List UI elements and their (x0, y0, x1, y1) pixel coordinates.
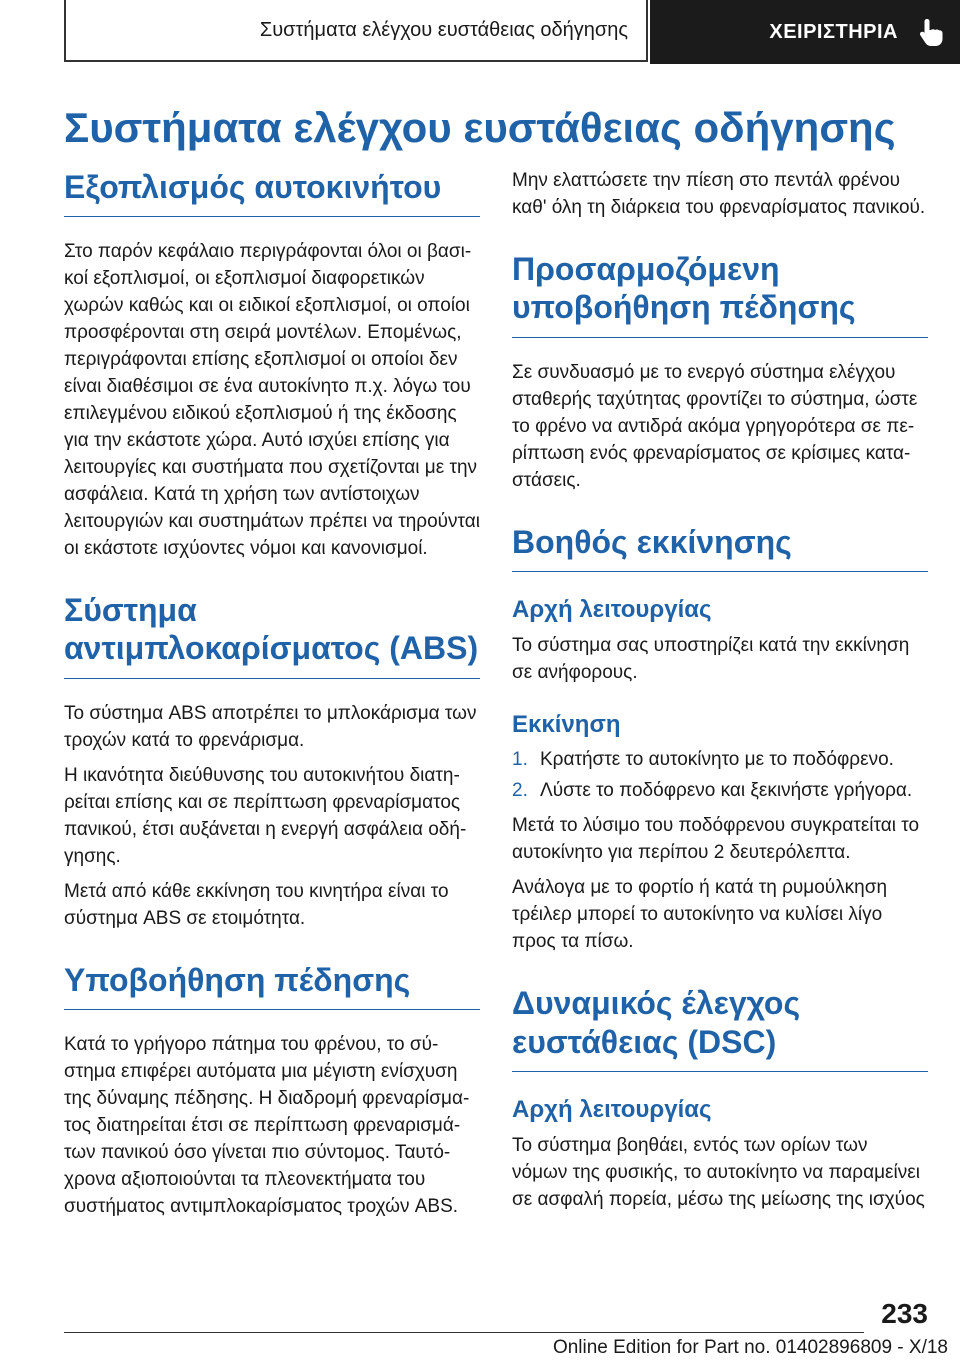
right-column (512, 168, 928, 1222)
left-column (64, 168, 480, 1229)
step-text: Κρατήστε το αυτοκίνητο με το ποδόφρενο. (540, 749, 894, 771)
footer-edition: Online Edition for Part no. 01402896809 - X/18 (552, 1337, 948, 1358)
hill-start-principle-paragraph: Το σύστημα σας υποστηρίζει κατά την εκκίνηση σε ανήφορους. (512, 634, 910, 683)
heading-adaptive-brake-assist: Προσαρμοζόμενη υποβοήθηση πέδησης (512, 250, 928, 338)
header-tab[interactable] (650, 0, 960, 64)
heading-equipment: Εξοπλισμός αυτοκινήτου (64, 168, 480, 217)
hand-pointer-icon (918, 17, 944, 47)
step-number: 2. (512, 780, 528, 802)
heading-dsc: Δυναμικός έλεγχος ευστάθειας (DSC) (512, 984, 928, 1072)
abs-paragraph-1: Το σύστημα ABS αποτρέπει το μπλοκάρισμα των τροχών κατά το φρενάρισμα. (64, 702, 477, 751)
page-title: Συστήματα ελέγχου ευστάθειας οδήγησης (64, 104, 896, 151)
abs-paragraph-2: Η ικανότητα διεύθυνσης του αυτοκινήτου διατηρείται επίσης και σε περίπτωση φρεναρίσματος πανικού, έτσι αυξάνεται η ενεργή ασφάλεια οδήγησης. (64, 764, 467, 867)
hill-start-paragraph-2: Μετά το λύσιμο του ποδόφρενου συγκρατείται το αυτοκίνητο για περίπου 2 δευτερόλεπτα. (512, 815, 920, 864)
start-steps-list (512, 747, 928, 805)
heading-brake-assist: Υποβοήθηση πέδησης (64, 961, 480, 1010)
abs-paragraph-3: Μετά από κάθε εκκίνηση του κινητήρα είναι το σύστημα ABS σε ετοιμότητα. (64, 880, 449, 929)
step-number: 1. (512, 749, 528, 771)
brake-assist-continued: Μην ελαττώσετε την πίεση στο πεντάλ φρένου καθ' όλη τη διάρκεια του φρεναρίσματος πανικού. (512, 170, 926, 218)
list-item (512, 747, 928, 774)
heading-abs: Σύστημα αντιμπλοκαρίσματος (ABS) (64, 591, 480, 679)
step-text: Λύστε το ποδόφρενο και ξεκινήστε γρήγορα. (540, 780, 913, 802)
heading-hill-start-assist: Βοηθός εκκίνησης (512, 523, 928, 572)
hill-start-paragraph-3: Ανάλογα με το φορτίο ή κατά τη ρυμούλκηση τρέιλερ μπορεί το αυτοκίνητο να κυλίσει λίγο προς τα πίσω. (512, 877, 888, 953)
dsc-paragraph: Το σύστημα βοηθάει, εντός των ορίων των νόμων της φυσικής, το αυτοκίνητο να παραμείνει σε ασφαλή πορεία, μέσω της μείωσης της ισχύος (512, 1134, 925, 1210)
subheading-principle-2: Αρχή λειτουργίας (512, 1096, 712, 1124)
subheading-start: Εκκίνηση (512, 710, 621, 738)
list-item (512, 778, 928, 805)
footer-divider (64, 1332, 864, 1333)
page-header (64, 0, 960, 66)
page-number: 233 (881, 1298, 928, 1329)
header-tab-label: ΧΕΙΡΙΣΤΗΡΙΑ (769, 20, 898, 43)
subheading-principle-1: Αρχή λειτουργίας (512, 595, 712, 623)
brake-assist-paragraph: Κατά το γρήγορο πάτημα του φρένου, το σύστημα επιφέρει αυτόματα μια μέγιστη ενίσχυση της δύναμης πέδησης. Η διαδρομή φρεναρίσματος διατηρείται έτσι σε περίπτωση φρεναρισμάτων πανικού όσο γίνεται πιο σύντομος. Ταυτόχρονα αξιοποιούνται τα πλεονεκτήματα του συστήματος αντιμπλοκαρίσματος τροχών ABS. (64, 1033, 470, 1217)
header-section-title: Συστήματα ελέγχου ευστάθειας οδήγησης (64, 0, 648, 62)
adaptive-brake-assist-paragraph: Σε συνδυασμό με το ενεργό σύστημα ελέγχου σταθερής ταχύτητας φροντίζει το σύστημα, ώστε το φρένο να αντιδρά ακόμα γρηγορότερα σε περίπτωση ενός φρεναρίσματος σε κρίσιμες καταστάσεις. (512, 361, 918, 491)
equipment-paragraph: Στο παρόν κεφάλαιο περιγράφονται όλοι οι βασικοί εξοπλισμοί, οι εξοπλισμοί διαφορετικών χωρών καθώς και οι ειδικοί εξοπλισμοί, οι οποίοι προσφέρονται στη σειρά μοντέλων. Επομένως, περιγράφονται επίσης εξοπλισμοί οι οποίοι δεν είναι διαθέσιμοι σε ένα αυτοκίνητο π.χ. λόγω του επιλεγμένου ειδικού εξοπλισμού ή της έκδοσης για την εκάστοτε χώρα. Αυτό ισχύει επίσης για λειτουργίες και συστήματα που σχετίζονται με την ασφάλεια. Κατά τη χρήση των αντίστοιχων λειτουργιών και συστημάτων πρέπει να τηρούνται οι εκάστοτε ισχύοντες νόμοι και κανονισμοί. (64, 241, 480, 560)
